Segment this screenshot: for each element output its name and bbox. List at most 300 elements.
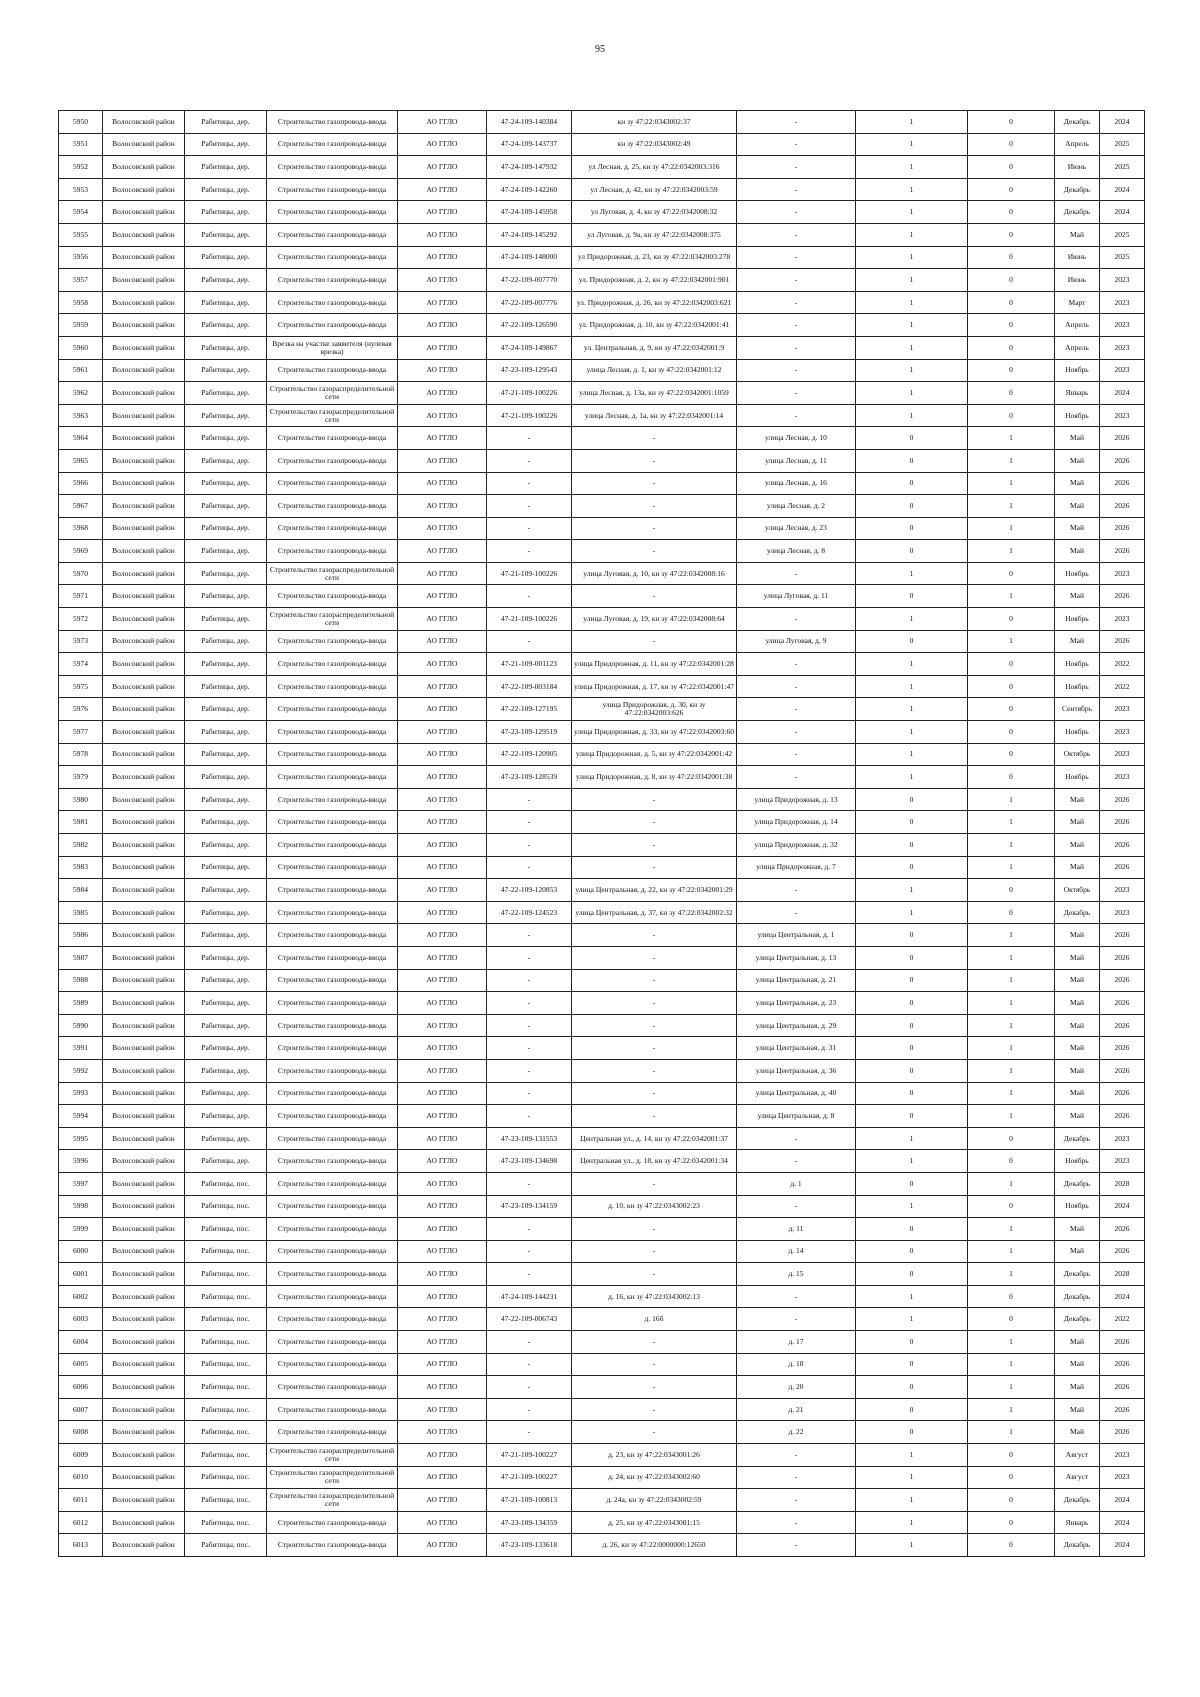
work-type-cell: Строительство газопровода-ввода: [267, 1308, 398, 1331]
locality-cell: Рабитицы, дер.: [185, 1037, 267, 1060]
year-cell: 2028: [1100, 1263, 1145, 1286]
month-cell: Май: [1055, 1218, 1100, 1241]
table-row: [59, 291, 1145, 314]
work-type-cell: Строительство газопровода-ввода: [267, 721, 398, 744]
request-number-cell: 47-24-109-140384: [487, 111, 572, 134]
organization-cell: АО ГГЛО: [398, 1037, 487, 1060]
cadastral-address-cell: улица Лесная, д. 13а, кн зу 47:22:0342001:1059: [572, 382, 737, 405]
count-b-cell: 1: [968, 1014, 1055, 1037]
address-cell: д. 17: [737, 1331, 856, 1354]
count-b-cell: 1: [968, 856, 1055, 879]
district-cell: Волосовский район: [103, 901, 185, 924]
organization-cell: АО ГГЛО: [398, 946, 487, 969]
district-cell: Волосовский район: [103, 834, 185, 857]
month-cell: Май: [1055, 630, 1100, 653]
count-a-cell: 1: [856, 156, 968, 179]
count-a-cell: 1: [856, 1285, 968, 1308]
row-number-cell: 5976: [59, 698, 103, 721]
address-cell: -: [737, 201, 856, 224]
request-number-cell: -: [487, 856, 572, 879]
organization-cell: АО ГГЛО: [398, 495, 487, 518]
request-number-cell: 47-22-109-006743: [487, 1308, 572, 1331]
count-b-cell: 1: [968, 1059, 1055, 1082]
address-cell: -: [737, 1150, 856, 1173]
count-a-cell: 1: [856, 1127, 968, 1150]
year-cell: 2026: [1100, 1059, 1145, 1082]
cadastral-address-cell: -: [572, 1014, 737, 1037]
work-type-cell: Строительство газопровода-ввода: [267, 1014, 398, 1037]
row-number-cell: 5994: [59, 1105, 103, 1128]
count-a-cell: 1: [856, 901, 968, 924]
year-cell: 2023: [1100, 562, 1145, 585]
address-cell: д. 18: [737, 1353, 856, 1376]
work-type-cell: Строительство газопровода-ввода: [267, 653, 398, 676]
count-a-cell: 0: [856, 472, 968, 495]
row-number-cell: 5995: [59, 1127, 103, 1150]
cadastral-address-cell: улица Придорожная, д. 8, кн зу 47:22:0342001:38: [572, 766, 737, 789]
count-a-cell: 0: [856, 924, 968, 947]
year-cell: 2026: [1100, 1105, 1145, 1128]
row-number-cell: 6002: [59, 1285, 103, 1308]
request-number-cell: -: [487, 449, 572, 472]
address-cell: улица Лесная, д. 23: [737, 517, 856, 540]
locality-cell: Рабитицы, дер.: [185, 992, 267, 1015]
cadastral-address-cell: д. 25, кн зу 47:22:0343001:15: [572, 1511, 737, 1534]
year-cell: 2023: [1100, 314, 1145, 337]
count-b-cell: 1: [968, 472, 1055, 495]
count-a-cell: 0: [856, 540, 968, 563]
month-cell: Март: [1055, 291, 1100, 314]
month-cell: Май: [1055, 1037, 1100, 1060]
cadastral-address-cell: -: [572, 1376, 737, 1399]
row-number-cell: 5956: [59, 246, 103, 269]
year-cell: 2024: [1100, 1534, 1145, 1557]
address-cell: улица Лесная, д. 8: [737, 540, 856, 563]
table-row: [59, 811, 1145, 834]
request-number-cell: 47-22-109-120905: [487, 743, 572, 766]
cadastral-address-cell: д. 16, кн зу 47:22:0343002:13: [572, 1285, 737, 1308]
row-number-cell: 5961: [59, 359, 103, 382]
work-type-cell: Строительство газопровода-ввода: [267, 946, 398, 969]
address-cell: улица Луговая, д. 11: [737, 585, 856, 608]
year-cell: 2026: [1100, 1353, 1145, 1376]
work-type-cell: Строительство газопровода-ввода: [267, 698, 398, 721]
organization-cell: АО ГГЛО: [398, 201, 487, 224]
month-cell: Май: [1055, 449, 1100, 472]
row-number-cell: 5958: [59, 291, 103, 314]
request-number-cell: 47-22-109-003184: [487, 675, 572, 698]
table-row: [59, 653, 1145, 676]
district-cell: Волосовский район: [103, 1308, 185, 1331]
address-cell: улица Центральная, д. 8: [737, 1105, 856, 1128]
row-number-cell: 5963: [59, 404, 103, 427]
address-cell: улица Лесная, д. 16: [737, 472, 856, 495]
work-type-cell: Строительство газопровода-ввода: [267, 901, 398, 924]
month-cell: Май: [1055, 834, 1100, 857]
locality-cell: Рабитицы, дер.: [185, 675, 267, 698]
table-row: [59, 359, 1145, 382]
work-type-cell: Строительство газопровода-ввода: [267, 517, 398, 540]
year-cell: 2024: [1100, 1285, 1145, 1308]
cadastral-address-cell: ул. Придорожная, д. 10, кн зу 47:22:0342001:41: [572, 314, 737, 337]
table-row: [59, 1059, 1145, 1082]
year-cell: 2023: [1100, 269, 1145, 292]
count-b-cell: 0: [968, 1285, 1055, 1308]
cadastral-address-cell: улица Придорожная, д. 33, кн зу 47:22:0342003:60: [572, 721, 737, 744]
district-cell: Волосовский район: [103, 1127, 185, 1150]
table-row: [59, 1172, 1145, 1195]
request-number-cell: 47-22-109-007776: [487, 291, 572, 314]
organization-cell: АО ГГЛО: [398, 1218, 487, 1241]
district-cell: Волосовский район: [103, 1105, 185, 1128]
year-cell: 2025: [1100, 156, 1145, 179]
year-cell: 2026: [1100, 540, 1145, 563]
organization-cell: АО ГГЛО: [398, 1489, 487, 1512]
row-number-cell: 5970: [59, 562, 103, 585]
count-a-cell: 1: [856, 721, 968, 744]
locality-cell: Рабитицы, пос.: [185, 1511, 267, 1534]
year-cell: 2026: [1100, 517, 1145, 540]
month-cell: Май: [1055, 517, 1100, 540]
work-type-cell: Строительство газопровода-ввода: [267, 1331, 398, 1354]
address-cell: д. 22: [737, 1421, 856, 1444]
count-b-cell: 0: [968, 1511, 1055, 1534]
request-number-cell: 47-23-109-129519: [487, 721, 572, 744]
address-cell: -: [737, 133, 856, 156]
table-row: [59, 1511, 1145, 1534]
address-cell: улица Центральная, д. 40: [737, 1082, 856, 1105]
locality-cell: Рабитицы, дер.: [185, 133, 267, 156]
count-b-cell: 0: [968, 133, 1055, 156]
count-b-cell: 0: [968, 382, 1055, 405]
locality-cell: Рабитицы, пос.: [185, 1444, 267, 1467]
address-cell: д. 21: [737, 1398, 856, 1421]
cadastral-address-cell: улица Придорожная, д. 11, кн зу 47:22:0342001:28: [572, 653, 737, 676]
organization-cell: АО ГГЛО: [398, 1240, 487, 1263]
work-type-cell: Строительство газопровода-ввода: [267, 1059, 398, 1082]
year-cell: 2024: [1100, 382, 1145, 405]
month-cell: Май: [1055, 811, 1100, 834]
count-b-cell: 0: [968, 269, 1055, 292]
locality-cell: Рабитицы, дер.: [185, 449, 267, 472]
organization-cell: АО ГГЛО: [398, 1263, 487, 1286]
year-cell: 2026: [1100, 1331, 1145, 1354]
row-number-cell: 5980: [59, 788, 103, 811]
work-type-cell: Строительство газораспределительной сети: [267, 562, 398, 585]
cadastral-address-cell: д. 24а, кн зу 47:22:0343002:59: [572, 1489, 737, 1512]
row-number-cell: 5968: [59, 517, 103, 540]
organization-cell: АО ГГЛО: [398, 924, 487, 947]
count-b-cell: 0: [968, 1150, 1055, 1173]
work-type-cell: Строительство газопровода-ввода: [267, 1421, 398, 1444]
address-cell: -: [737, 404, 856, 427]
address-cell: -: [737, 382, 856, 405]
organization-cell: АО ГГЛО: [398, 291, 487, 314]
organization-cell: АО ГГЛО: [398, 540, 487, 563]
count-a-cell: 1: [856, 1150, 968, 1173]
cadastral-address-cell: -: [572, 1398, 737, 1421]
month-cell: Декабрь: [1055, 1172, 1100, 1195]
month-cell: Декабрь: [1055, 1263, 1100, 1286]
address-cell: -: [737, 359, 856, 382]
count-b-cell: 0: [968, 1308, 1055, 1331]
organization-cell: АО ГГЛО: [398, 562, 487, 585]
month-cell: Май: [1055, 495, 1100, 518]
district-cell: Волосовский район: [103, 675, 185, 698]
district-cell: Волосовский район: [103, 630, 185, 653]
request-number-cell: -: [487, 1398, 572, 1421]
organization-cell: АО ГГЛО: [398, 517, 487, 540]
work-type-cell: Строительство газопровода-ввода: [267, 495, 398, 518]
work-type-cell: Строительство газопровода-ввода: [267, 133, 398, 156]
row-number-cell: 5988: [59, 969, 103, 992]
request-number-cell: -: [487, 1105, 572, 1128]
row-number-cell: 6008: [59, 1421, 103, 1444]
count-b-cell: 1: [968, 834, 1055, 857]
cadastral-address-cell: ул Придорожная, д. 23, кн зу 47:22:0342003:278: [572, 246, 737, 269]
year-cell: 2024: [1100, 111, 1145, 134]
count-b-cell: 0: [968, 111, 1055, 134]
address-cell: -: [737, 111, 856, 134]
table-row: [59, 788, 1145, 811]
request-number-cell: -: [487, 969, 572, 992]
district-cell: Волосовский район: [103, 111, 185, 134]
row-number-cell: 5993: [59, 1082, 103, 1105]
locality-cell: Рабитицы, пос.: [185, 1240, 267, 1263]
count-b-cell: 1: [968, 1037, 1055, 1060]
cadastral-address-cell: -: [572, 449, 737, 472]
table-row: [59, 856, 1145, 879]
cadastral-address-cell: -: [572, 1331, 737, 1354]
year-cell: 2026: [1100, 1082, 1145, 1105]
row-number-cell: 5986: [59, 924, 103, 947]
count-a-cell: 0: [856, 1082, 968, 1105]
count-a-cell: 0: [856, 969, 968, 992]
address-cell: -: [737, 879, 856, 902]
month-cell: Декабрь: [1055, 201, 1100, 224]
month-cell: Май: [1055, 946, 1100, 969]
row-number-cell: 5966: [59, 472, 103, 495]
table-row: [59, 111, 1145, 134]
work-type-cell: Строительство газопровода-ввода: [267, 1105, 398, 1128]
month-cell: Декабрь: [1055, 178, 1100, 201]
address-cell: д. 20: [737, 1376, 856, 1399]
count-a-cell: 0: [856, 1218, 968, 1241]
organization-cell: АО ГГЛО: [398, 336, 487, 359]
district-cell: Волосовский район: [103, 608, 185, 631]
organization-cell: АО ГГЛО: [398, 675, 487, 698]
row-number-cell: 5969: [59, 540, 103, 563]
address-cell: улица Центральная, д. 21: [737, 969, 856, 992]
table-row: [59, 1489, 1145, 1512]
row-number-cell: 5960: [59, 336, 103, 359]
locality-cell: Рабитицы, дер.: [185, 201, 267, 224]
request-number-cell: -: [487, 992, 572, 1015]
request-number-cell: 47-23-109-134159: [487, 1195, 572, 1218]
cadastral-address-cell: -: [572, 585, 737, 608]
request-number-cell: 47-24-109-149867: [487, 336, 572, 359]
cadastral-address-cell: улица Придорожная, д. 5, кн зу 47:22:0342001:42: [572, 743, 737, 766]
month-cell: Май: [1055, 1014, 1100, 1037]
year-cell: 2023: [1100, 404, 1145, 427]
district-cell: Волосовский район: [103, 743, 185, 766]
organization-cell: АО ГГЛО: [398, 585, 487, 608]
month-cell: Август: [1055, 1444, 1100, 1467]
request-number-cell: -: [487, 1421, 572, 1444]
count-a-cell: 0: [856, 1037, 968, 1060]
row-number-cell: 5953: [59, 178, 103, 201]
table-row: [59, 382, 1145, 405]
month-cell: Декабрь: [1055, 111, 1100, 134]
district-cell: Волосовский район: [103, 427, 185, 450]
request-number-cell: 47-22-109-127195: [487, 698, 572, 721]
count-a-cell: 1: [856, 562, 968, 585]
district-cell: Волосовский район: [103, 1398, 185, 1421]
work-type-cell: Строительство газопровода-ввода: [267, 359, 398, 382]
count-a-cell: 1: [856, 291, 968, 314]
address-cell: -: [737, 1489, 856, 1512]
cadastral-address-cell: д. 24, кн зу 47:22:0343002:60: [572, 1466, 737, 1489]
request-number-cell: -: [487, 1376, 572, 1399]
work-type-cell: Строительство газопровода-ввода: [267, 1285, 398, 1308]
request-number-cell: -: [487, 495, 572, 518]
year-cell: 2023: [1100, 901, 1145, 924]
month-cell: Апрель: [1055, 314, 1100, 337]
row-number-cell: 5996: [59, 1150, 103, 1173]
year-cell: 2023: [1100, 359, 1145, 382]
table-row: [59, 1105, 1145, 1128]
request-number-cell: 47-21-109-100226: [487, 382, 572, 405]
row-number-cell: 6003: [59, 1308, 103, 1331]
address-cell: улица Центральная, д. 23: [737, 992, 856, 1015]
locality-cell: Рабитицы, дер.: [185, 156, 267, 179]
month-cell: Июнь: [1055, 269, 1100, 292]
organization-cell: АО ГГЛО: [398, 766, 487, 789]
organization-cell: АО ГГЛО: [398, 223, 487, 246]
address-cell: улица Центральная, д. 29: [737, 1014, 856, 1037]
month-cell: Ноябрь: [1055, 404, 1100, 427]
table-row: [59, 675, 1145, 698]
cadastral-address-cell: -: [572, 517, 737, 540]
district-cell: Волосовский район: [103, 969, 185, 992]
row-number-cell: 5975: [59, 675, 103, 698]
address-cell: -: [737, 223, 856, 246]
locality-cell: Рабитицы, дер.: [185, 246, 267, 269]
count-b-cell: 0: [968, 675, 1055, 698]
locality-cell: Рабитицы, пос.: [185, 1263, 267, 1286]
work-type-cell: Строительство газопровода-ввода: [267, 314, 398, 337]
organization-cell: АО ГГЛО: [398, 1534, 487, 1557]
count-b-cell: 1: [968, 992, 1055, 1015]
work-type-cell: Строительство газопровода-ввода: [267, 1353, 398, 1376]
request-number-cell: -: [487, 517, 572, 540]
work-type-cell: Строительство газопровода-ввода: [267, 1150, 398, 1173]
locality-cell: Рабитицы, дер.: [185, 382, 267, 405]
year-cell: 2024: [1100, 1489, 1145, 1512]
cadastral-address-cell: -: [572, 992, 737, 1015]
organization-cell: АО ГГЛО: [398, 1172, 487, 1195]
work-type-cell: Строительство газопровода-ввода: [267, 111, 398, 134]
request-number-cell: 47-21-109-001123: [487, 653, 572, 676]
address-cell: -: [737, 1308, 856, 1331]
request-number-cell: 47-22-109-120853: [487, 879, 572, 902]
table-row: [59, 495, 1145, 518]
organization-cell: АО ГГЛО: [398, 359, 487, 382]
address-cell: -: [737, 901, 856, 924]
table-row: [59, 630, 1145, 653]
request-number-cell: 47-23-109-133618: [487, 1534, 572, 1557]
month-cell: Май: [1055, 223, 1100, 246]
row-number-cell: 6000: [59, 1240, 103, 1263]
year-cell: 2023: [1100, 879, 1145, 902]
address-cell: -: [737, 562, 856, 585]
table-row: [59, 562, 1145, 585]
address-cell: -: [737, 269, 856, 292]
locality-cell: Рабитицы, дер.: [185, 223, 267, 246]
month-cell: Май: [1055, 969, 1100, 992]
row-number-cell: 5965: [59, 449, 103, 472]
row-number-cell: 6007: [59, 1398, 103, 1421]
locality-cell: Рабитицы, пос.: [185, 1195, 267, 1218]
work-type-cell: Строительство газопровода-ввода: [267, 856, 398, 879]
table-row: [59, 1534, 1145, 1557]
address-cell: -: [737, 608, 856, 631]
organization-cell: АО ГГЛО: [398, 1353, 487, 1376]
district-cell: Волосовский район: [103, 924, 185, 947]
locality-cell: Рабитицы, дер.: [185, 1127, 267, 1150]
locality-cell: Рабитицы, дер.: [185, 630, 267, 653]
request-number-cell: 47-21-109-100226: [487, 404, 572, 427]
count-a-cell: 1: [856, 698, 968, 721]
work-type-cell: Строительство газопровода-ввода: [267, 811, 398, 834]
district-cell: Волосовский район: [103, 156, 185, 179]
year-cell: 2028: [1100, 1172, 1145, 1195]
work-type-cell: Строительство газораспределительной сети: [267, 1489, 398, 1512]
request-number-cell: 47-21-109-100226: [487, 562, 572, 585]
district-cell: Волосовский район: [103, 1240, 185, 1263]
cadastral-address-cell: кн зу 47:22:0343002:49: [572, 133, 737, 156]
row-number-cell: 5978: [59, 743, 103, 766]
year-cell: 2026: [1100, 924, 1145, 947]
table-row: [59, 540, 1145, 563]
year-cell: 2024: [1100, 201, 1145, 224]
count-a-cell: 0: [856, 449, 968, 472]
month-cell: Ноябрь: [1055, 766, 1100, 789]
work-type-cell: Строительство газопровода-ввода: [267, 291, 398, 314]
locality-cell: Рабитицы, дер.: [185, 608, 267, 631]
row-number-cell: 5972: [59, 608, 103, 631]
table-row: [59, 336, 1145, 359]
cadastral-address-cell: д. 10, кн зу 47:22:0343002:23: [572, 1195, 737, 1218]
table-row: [59, 1398, 1145, 1421]
organization-cell: АО ГГЛО: [398, 1398, 487, 1421]
row-number-cell: 5950: [59, 111, 103, 134]
count-b-cell: 1: [968, 495, 1055, 518]
organization-cell: АО ГГЛО: [398, 269, 487, 292]
count-a-cell: 0: [856, 1014, 968, 1037]
district-cell: Волосовский район: [103, 517, 185, 540]
district-cell: Волосовский район: [103, 1218, 185, 1241]
count-a-cell: 1: [856, 743, 968, 766]
organization-cell: АО ГГЛО: [398, 879, 487, 902]
address-cell: улица Придорожная, д. 13: [737, 788, 856, 811]
table-row: [59, 1037, 1145, 1060]
request-number-cell: -: [487, 1082, 572, 1105]
count-b-cell: 0: [968, 314, 1055, 337]
cadastral-address-cell: д. 26, кн зу 47:22:0000000:12650: [572, 1534, 737, 1557]
district-cell: Волосовский район: [103, 382, 185, 405]
request-number-cell: -: [487, 630, 572, 653]
